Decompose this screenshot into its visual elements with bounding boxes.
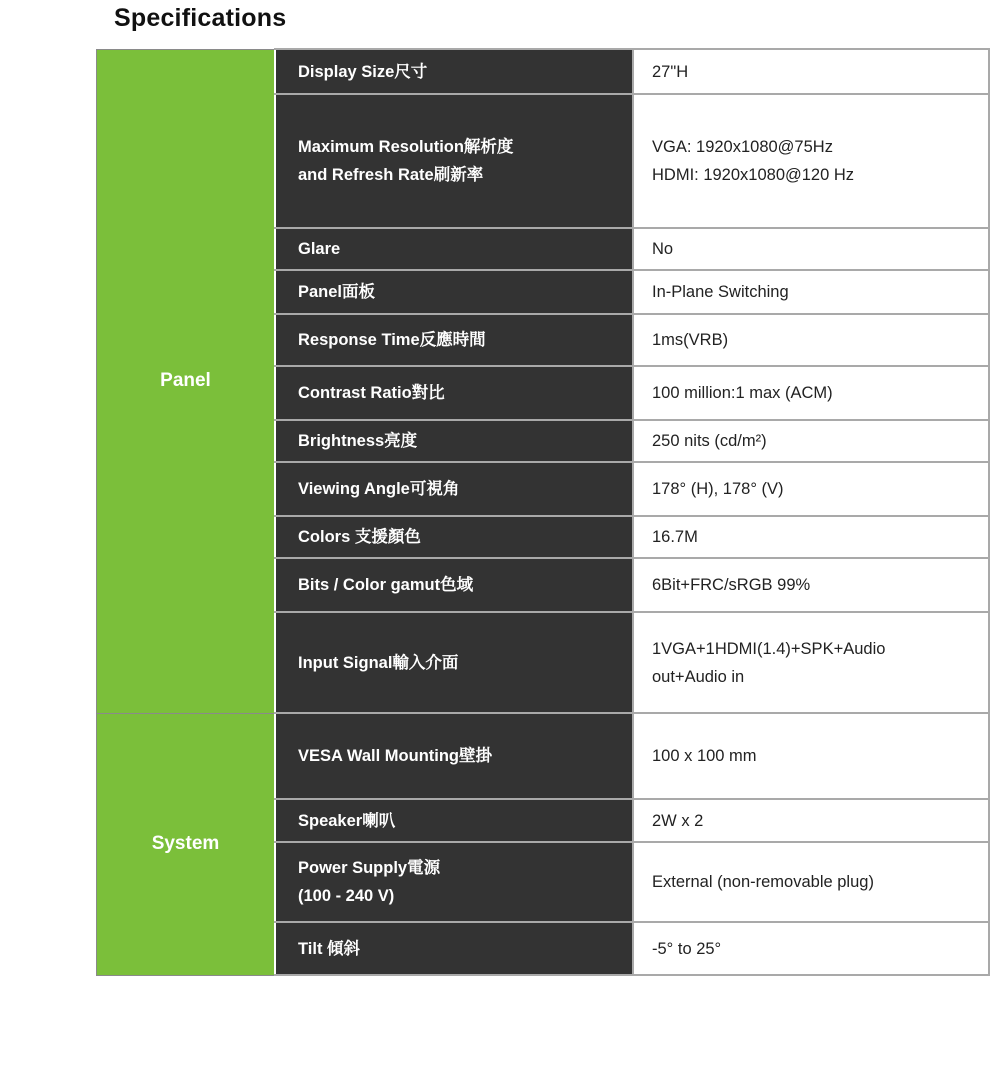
spec-label: VESA Wall Mounting壁掛	[275, 713, 633, 799]
spec-label: Display Size尺寸	[275, 49, 633, 94]
spec-value: External (non-removable plug)	[633, 842, 989, 922]
spec-value: In-Plane Switching	[633, 270, 989, 314]
table-row	[97, 713, 990, 799]
spec-label: Bits / Color gamut色域	[275, 558, 633, 612]
spec-label: Maximum Resolution解析度 and Refresh Rate刷新率	[275, 94, 633, 228]
spec-value: 100 million:1 max (ACM)	[633, 366, 989, 420]
spec-label: Input Signal輸入介面	[275, 612, 633, 713]
category-system: System	[97, 713, 276, 975]
category-panel: Panel	[97, 49, 276, 713]
spec-label: Power Supply電源 (100 - 240 V)	[275, 842, 633, 922]
spec-label: Contrast Ratio對比	[275, 366, 633, 420]
spec-value: 250 nits (cd/m²)	[633, 420, 989, 462]
table-row	[97, 49, 990, 94]
specifications-table	[96, 48, 990, 976]
spec-label: Speaker喇叭	[275, 799, 633, 842]
spec-label: Colors 支援顏色	[275, 516, 633, 558]
spec-value: 178° (H), 178° (V)	[633, 462, 989, 516]
spec-value: 16.7M	[633, 516, 989, 558]
spec-value: No	[633, 228, 989, 270]
spec-label: Response Time反應時間	[275, 314, 633, 366]
spec-value: 100 x 100 mm	[633, 713, 989, 799]
spec-label: Viewing Angle可視角	[275, 462, 633, 516]
spec-value: 2W x 2	[633, 799, 989, 842]
spec-label: Brightness亮度	[275, 420, 633, 462]
spec-value: 27"H	[633, 49, 989, 94]
spec-value: 1VGA+1HDMI(1.4)+SPK+Audio out+Audio in	[633, 612, 989, 713]
spec-label: Panel面板	[275, 270, 633, 314]
spec-value: VGA: 1920x1080@75Hz HDMI: 1920x1080@120 Hz	[633, 94, 989, 228]
spec-value: 6Bit+FRC/sRGB 99%	[633, 558, 989, 612]
spec-label: Glare	[275, 228, 633, 270]
spec-label: Tilt 傾斜	[275, 922, 633, 975]
page-title: Specifications	[114, 4, 287, 32]
spec-value: 1ms(VRB)	[633, 314, 989, 366]
spec-value: -5° to 25°	[633, 922, 989, 975]
